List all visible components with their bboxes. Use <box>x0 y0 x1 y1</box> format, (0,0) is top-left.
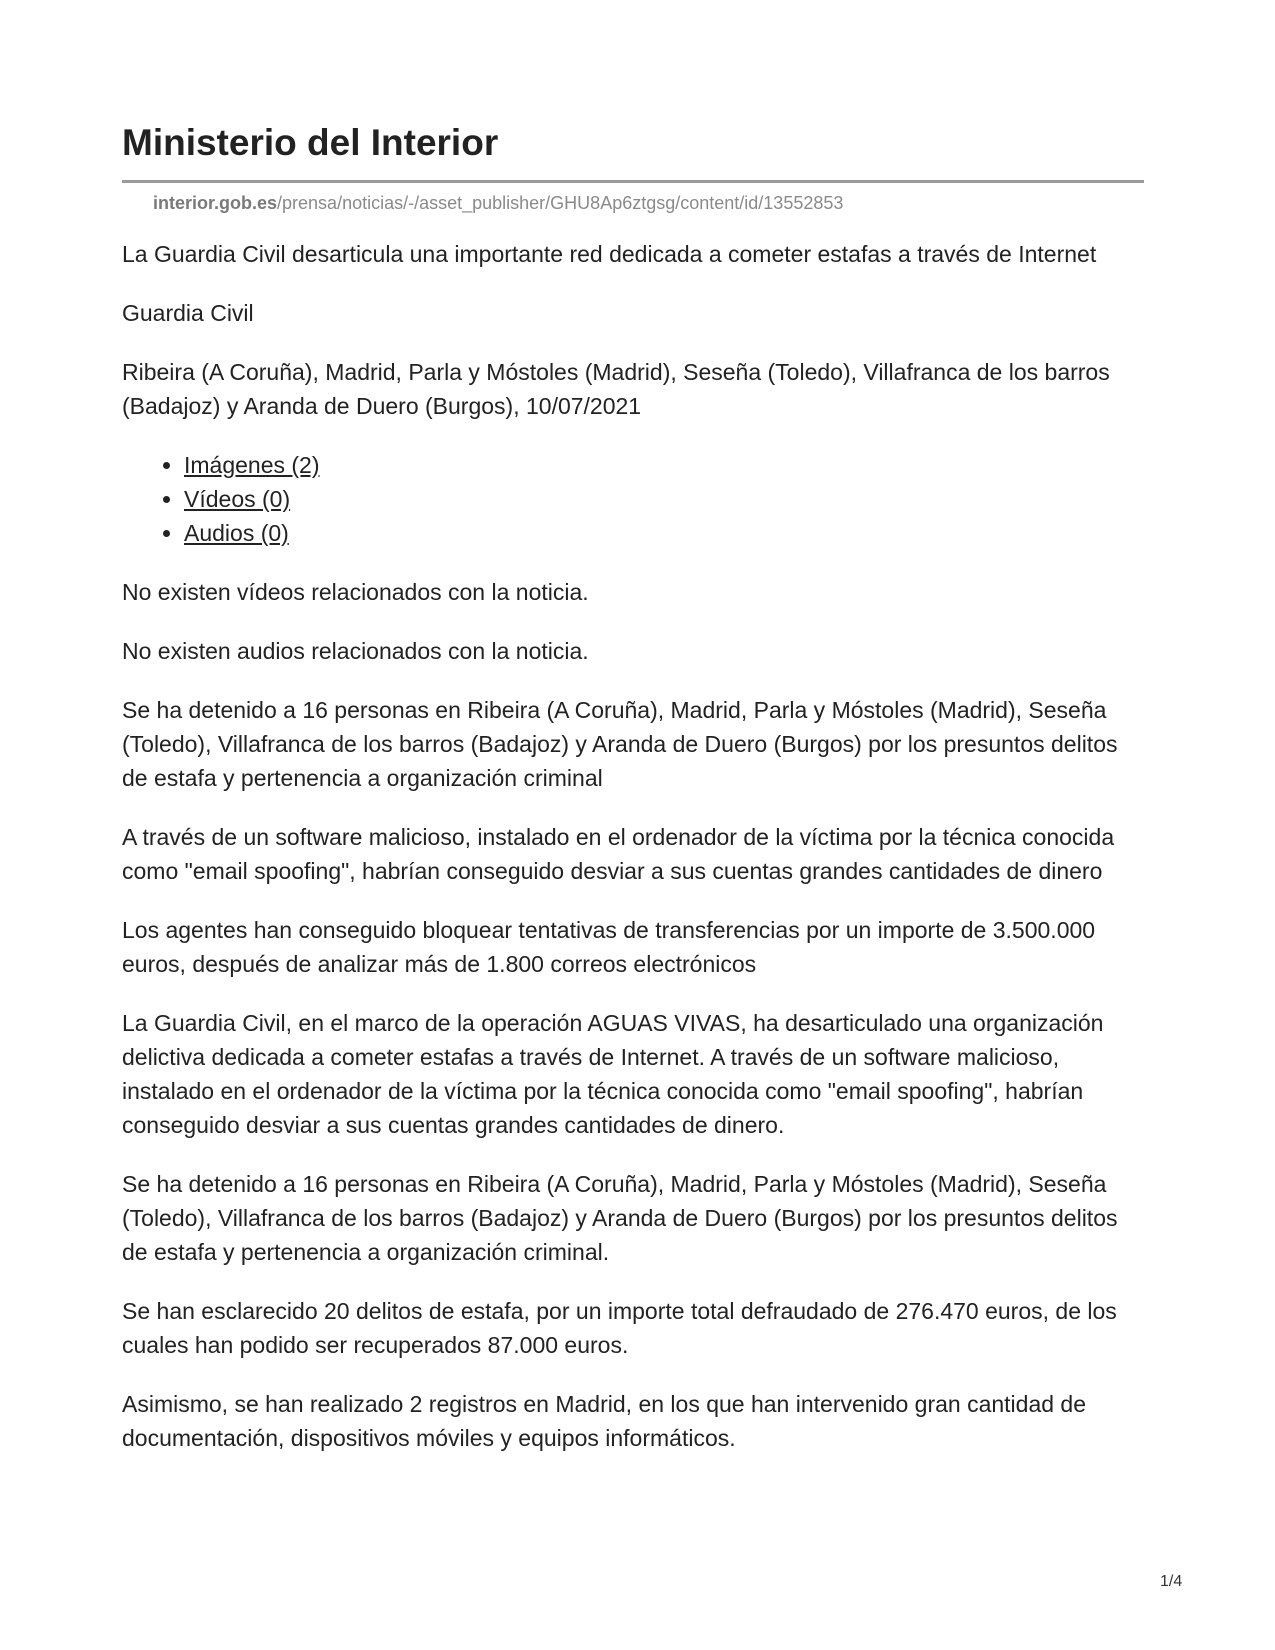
title-divider <box>122 180 1144 183</box>
article-paragraph: Se han esclarecido 20 delitos de estafa, por un importe total defraudado de 276.470 euros, de los cuales han podido ser recuperados 87.000 euros. <box>122 1297 1117 1358</box>
article-section: Guardia Civil <box>122 299 254 326</box>
media-links-list <box>122 448 1144 550</box>
url-host: interior.gob.es <box>153 192 278 213</box>
no-audios-message: No existen audios relacionados con la noticia. <box>122 637 589 664</box>
document-page <box>122 122 1144 1480</box>
article-paragraph: Los agentes han conseguido bloquear tentativas de transferencias por un importe de 3.500.000 euros, después de analizar más de 1.800 correos electrónicos <box>122 916 1096 977</box>
list-item <box>184 516 1144 550</box>
source-url <box>122 192 1144 215</box>
article-location-date: Ribeira (A Coruña), Madrid, Parla y Móstoles (Madrid), Seseña (Toledo), Villafranca de los barros (Badajoz) y Aranda de Duero (Burgos), 10/07/2021 <box>122 358 1110 419</box>
article-paragraph: A través de un software malicioso, instalado en el ordenador de la víctima por la técnica conocida como "email spoofing", habrían conseguido desviar a sus cuentas grandes cantidades de dinero <box>122 823 1115 884</box>
page-number: 1/4 <box>1160 1573 1183 1590</box>
article-headline: La Guardia Civil desarticula una importante red dedicada a cometer estafas a través de Internet <box>122 240 1097 267</box>
no-videos-message: No existen vídeos relacionados con la noticia. <box>122 578 589 605</box>
url-path: /prensa/noticias/-/asset_publisher/GHU8Ap6ztgsg/content/id/13552853 <box>277 192 844 213</box>
article-paragraph: La Guardia Civil, en el marco de la operación AGUAS VIVAS, ha desarticulado una organización delictiva dedicada a cometer estafas a través de Internet. A través de un software malicioso, instalado en el ordenador de la víctima por la técnica conocida como "email spoofing", habrían conseguido desviar a sus cuentas grandes cantidades de dinero. <box>122 1009 1104 1138</box>
audios-link[interactable]: Audios (0) <box>184 519 289 546</box>
article-content <box>122 237 1144 1455</box>
list-item <box>184 448 1144 482</box>
site-title: Ministerio del Interior <box>122 122 499 163</box>
videos-link[interactable]: Vídeos (0) <box>184 485 291 512</box>
article-paragraph: Asimismo, se han realizado 2 registros en Madrid, en los que han intervenido gran cantidad de documentación, dispositivos móviles y equipos informáticos. <box>122 1390 1087 1451</box>
images-link[interactable]: Imágenes (2) <box>184 451 320 478</box>
list-item <box>184 482 1144 516</box>
article-paragraph: Se ha detenido a 16 personas en Ribeira (A Coruña), Madrid, Parla y Móstoles (Madrid), Seseña (Toledo), Villafranca de los barros (Badajoz) y Aranda de Duero (Burgos) por los presuntos delitos de estafa y pertenencia a organización criminal. <box>122 1170 1118 1265</box>
article-paragraph: Se ha detenido a 16 personas en Ribeira (A Coruña), Madrid, Parla y Móstoles (Madrid), Seseña (Toledo), Villafranca de los barros (Badajoz) y Aranda de Duero (Burgos) por los presuntos delitos de estafa y pertenencia a organización criminal <box>122 696 1118 791</box>
